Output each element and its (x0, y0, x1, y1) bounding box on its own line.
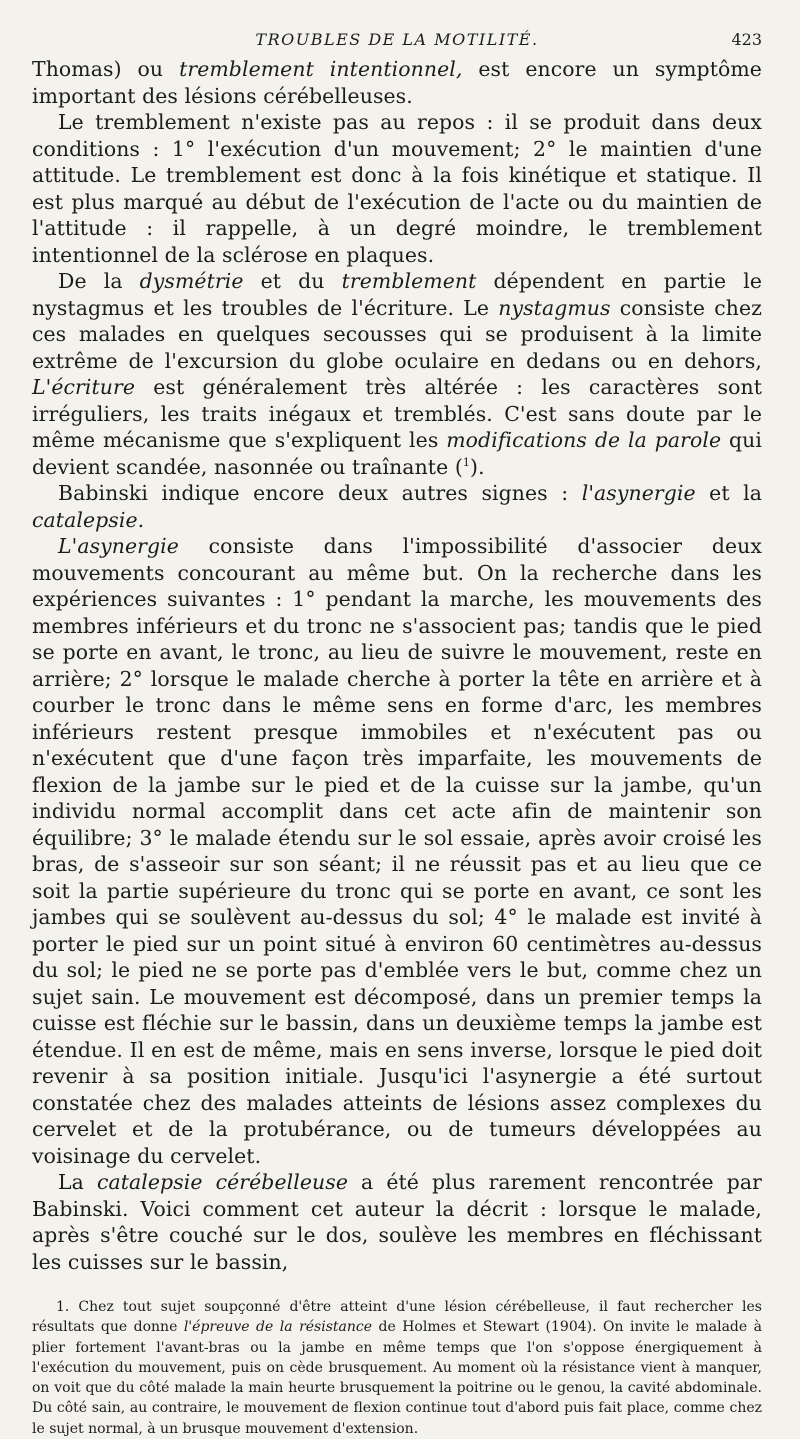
italic-text: tremblement intentionnel, (179, 57, 463, 81)
footnote (32, 1297, 762, 1439)
page-header (32, 22, 762, 56)
text-run: est encore un symptôme important des lésions cérébelleuses. (32, 57, 762, 108)
italic-text: L'écriture (32, 375, 136, 399)
running-title: TROUBLES DE LA MOTILITÉ. (255, 30, 539, 49)
text-run: de Holmes et Stewart (1904). On invite le malade à plier fortement l'avant-bras ou la jambe en même temps que l'on s'oppose énergiquement à l'exécution du mouvement, puis on cède brusquement. Au moment où la résistance vient à manquer, on voit que du côté malade la main heurte brusquement la poitrine ou le genou, la cavité abdominale. Du côté sain, au contraire, le mouvement de flexion continue tout d'abord puis fait place, comme chez le sujet normal, à un brusque mouvement d'extension. (32, 1319, 762, 1437)
paragraph (32, 1169, 762, 1275)
italic-text: l'asynergie (581, 481, 696, 505)
paragraph (32, 109, 762, 268)
italic-text: tremblement (341, 269, 477, 293)
footnote-separator (32, 1275, 762, 1297)
text-run: Thomas) ou (32, 57, 180, 81)
italic-text: catalepsie cérébelleuse (96, 1170, 348, 1194)
italic-text: modifications de la parole (446, 428, 722, 452)
text-run: De la (58, 269, 140, 293)
footnotes (32, 1297, 762, 1439)
page-number: 423 (731, 30, 762, 49)
paragraph (32, 56, 762, 109)
body-text (32, 56, 762, 1275)
text-run: Babinski indique encore deux autres signes : (58, 481, 582, 505)
italic-text: catalepsie. (32, 507, 145, 532)
text-run: et la (695, 481, 762, 505)
paragraph (32, 533, 762, 1169)
text-run: dépendent en partie le nystagmus et les troubles de l'écriture. Le (32, 269, 762, 320)
paragraph (32, 268, 762, 480)
text-run: a été plus rarement rencontrée par Babinski. Voici comment cet auteur la décrit : lorsque le malade, après s'être couché sur le dos, soulève les membres en fléchissant les cuisses sur le bassin, (32, 1170, 762, 1274)
text-run: consiste dans l'impossibilité d'associer deux mouvements concourant au même but. On la recherche dans les expériences suivantes : 1° pendant la marche, les mouvements des membres inférieurs et du tronc ne s'associent pas; tandis que le pied se porte en avant, le tronc, au lieu de suivre le mouvement, reste en arrière; 2° lorsque le malade cherche à porter la tête en arrière et à courber le tronc dans le même sens en forme d'arc, les membres inférieurs restent presque immobiles et n'exécutent pas ou n'exécutent que d'une façon très imparfaite, les mouvements de flexion de la jambe sur le pied et de la cuisse sur la jambe, qu'un individu normal accomplit dans cet acte afin de maintenir son équilibre; 3° le malade étendu sur le sol essaie, après avoir croisé les bras, de s'asseoir sur son séant; il ne réussit pas et au lieu que ce soit la partie supérieure du tronc qui se porte en avant, ce sont les jambes qui se soulèvent au-dessus du sol; 4° le malade est invité à porter le pied sur un point situé à environ 60 centimètres au-dessus du sol; le pied ne se porte pas d'emblée vers le but, comme chez un sujet sain. Le mouvement est décomposé, dans un premier temps la cuisse est fléchie sur le bassin, dans un deuxième temps la jambe est étendue. Il en est de même, mais en sens inverse, lorsque le pied doit revenir à sa position initiale. Jusqu'ici l'asynergie a été surtout constatée chez des malades atteints de lésions assez complexes du cervelet et de la protubérance, ou de tumeurs développées au voisinage du cervelet. (32, 534, 762, 1168)
text-run: 1. Chez tout sujet soupçonné d'être atteint d'une lésion cérébelleuse, il faut rechercher les résultats que donne (32, 1299, 762, 1336)
paragraph (32, 480, 762, 533)
italic-text: nystagmus (498, 295, 611, 320)
text-run: Le tremblement n'existe pas au repos : il se produit dans deux conditions : 1° l'exécution d'un mouvement; 2° le maintien d'une attitude. Le tremblement est donc à la fois kinétique et statique. Il est plus marqué au début de l'exécution de l'acte ou du maintien de l'attitude : il rappelle, à un degré moindre, le tremblement intentionnel de la sclérose en plaques. (32, 110, 762, 267)
italic-text: dysmétrie (139, 269, 244, 293)
text-run: est généralement très altérée : les caractères sont irréguliers, les traits inégaux et tremblés. C'est sans doute par le même mécanisme que s'expliquent les (32, 375, 762, 452)
italic-text: L'asynergie (58, 534, 179, 558)
text-run: ). (470, 454, 485, 479)
italic-text: l'épreuve de la résistance (183, 1319, 373, 1336)
footnote-ref: 1 (462, 455, 471, 469)
text-run: consiste chez ces malades en quelques secousses qui se produisent à la limite extrême de l'excursion du globe oculaire en dedans ou en dehors, (32, 295, 763, 373)
text-run: et du (243, 269, 342, 293)
text-run: La (58, 1170, 97, 1194)
text-run: qui devient scandée, nasonnée ou traînante ( (32, 428, 762, 479)
